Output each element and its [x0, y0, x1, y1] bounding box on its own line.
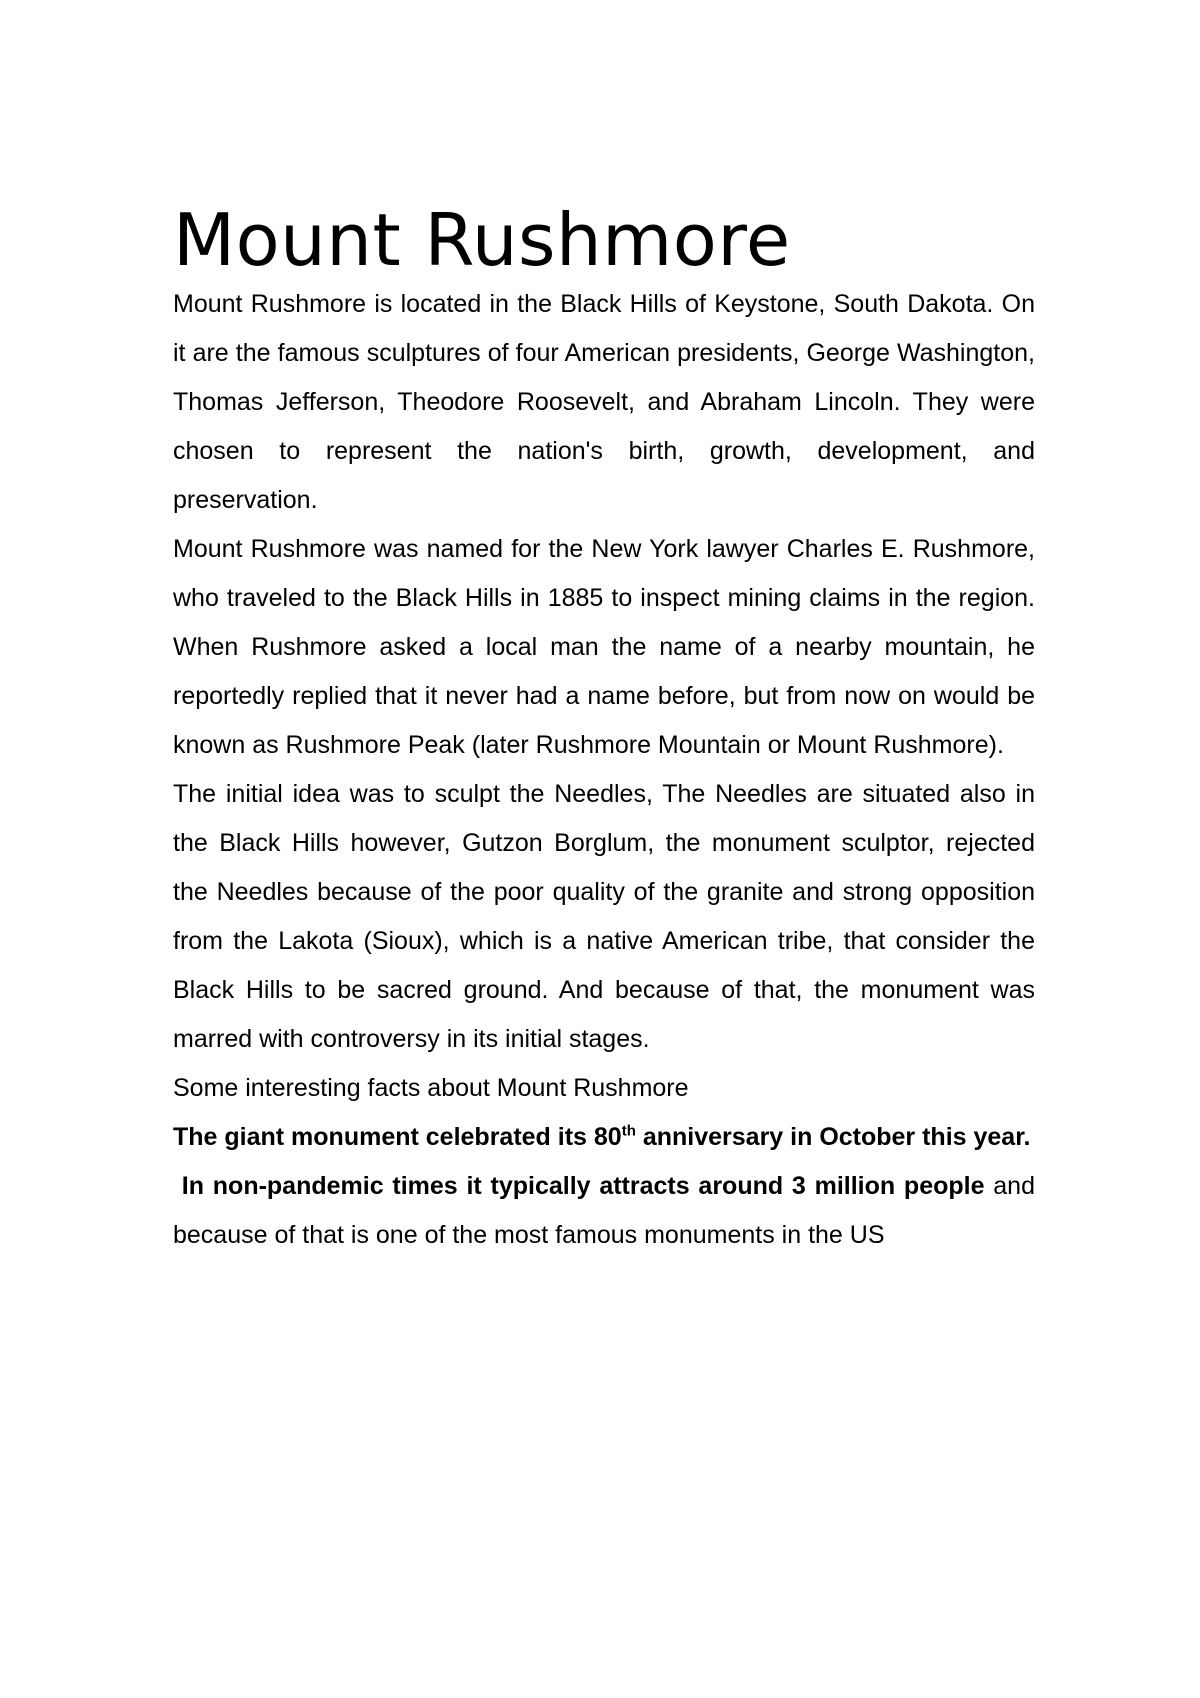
paragraph-anniversary-fact [173, 1113, 1035, 1162]
visitors-rest-text: and because of that is one of the most famous monuments in the US [173, 1172, 1035, 1249]
ordinal-suffix: th [621, 1122, 636, 1140]
document-body [173, 200, 1035, 1260]
anniversary-text-after: anniversary in October this year. [635, 1123, 1031, 1151]
paragraph-location: Mount Rushmore is located in the Black Hills of Keystone, South Dakota. On it are the famous sculptures of four American presidents, George Washington, Thomas Jefferson, Theodore Roosevelt, and Abraham Lincoln. They were chosen to represent the nation's birth, growth, development, and preservation. [173, 290, 1035, 514]
paragraph-visitors-fact [173, 1162, 1035, 1260]
paragraph-facts-heading: Some interesting facts about Mount Rushmore [173, 1074, 689, 1102]
document-title: Mount Rushmore [173, 198, 791, 282]
anniversary-text-before: The giant monument celebrated its 80 [173, 1123, 622, 1151]
paragraph-naming: Mount Rushmore was named for the New York lawyer Charles E. Rushmore, who traveled to the Black Hills in 1885 to inspect mining claims in the region. When Rushmore asked a local man the name of a nearby mountain, he reportedly replied that it never had a name before, but from now on would be known as Rushmore Peak (later Rushmore Mountain or Mount Rushmore). [173, 535, 1035, 759]
visitors-bold-text: In non-pandemic times it typically attracts around 3 million people [181, 1172, 985, 1200]
leading-space [173, 1172, 182, 1200]
paragraph-initial-idea: The initial idea was to sculpt the Needles, The Needles are situated also in the Black Hills however, Gutzon Borglum, the monument sculptor, rejected the Needles because of the poor quality of the granite and strong opposition from the Lakota (Sioux), which is a native American tribe, that consider the Black Hills to be sacred ground. And because of that, the monument was marred with controversy in its initial stages. [173, 780, 1035, 1053]
